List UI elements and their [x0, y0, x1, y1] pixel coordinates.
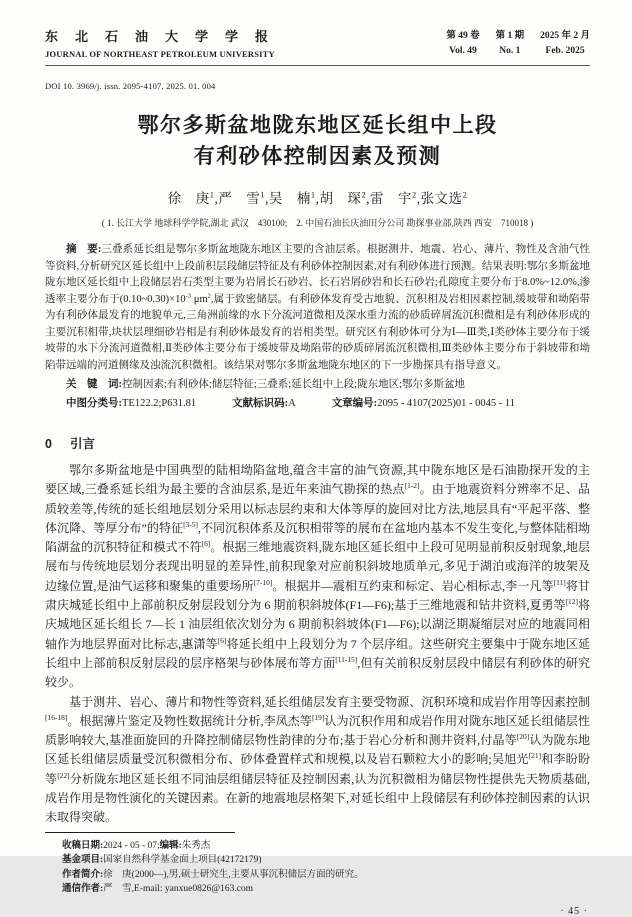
footnote-block: [45, 839, 590, 897]
journal-name-en: JOURNAL OF NORTHEAST PETROLEUM UNIVERSITY: [45, 49, 275, 59]
clc-label: 中图分类号:: [66, 397, 122, 409]
article-id-label: 文章编号:: [331, 397, 378, 409]
date-info: [540, 27, 590, 56]
footnote-corresponding-author: 通信作者:严 雪,E-mail: yanxue0826@163.com: [62, 884, 254, 895]
journal-name-block: [45, 26, 285, 59]
journal-header: [45, 26, 590, 59]
footnote-divider: [45, 832, 235, 833]
classification-line: [45, 396, 590, 413]
issue-number-info: [496, 27, 525, 56]
intro-paragraph-2: 基于测井、岩心、薄片和物性等资料,延长组储层发育主要受物源、沉积环境和成岩作用等因素控制[16-18]。根据薄片鉴定及物性数据统计分析,李凤杰等[19]认为沉积作用和成岩作用对陇东地区延长组储层性质影响较大,基准面旋回的升降控制储层物性韵律的分布;基于岩心分析和测井资料,付晶等[20]认为陇东地区延长组储层质量受沉积微相分布、砂体叠置样式和规模,以及岩石颗粒大小的影响;吴旭光[21]和李盼盼等[22]分析陇东地区延长组不同油层组储层特征及控制因素,认为沉积微相为储层物性提供先天物质基础,成岩作用是物性演化的关键因素。在新的地震地层格架下,对延长组中上段储层有利砂体控制因素的认识未取得突破。: [45, 694, 590, 825]
volume-cn: 第 49 卷: [446, 31, 480, 41]
page-number: · 45 ·: [560, 906, 588, 917]
section-heading-intro: [45, 434, 590, 452]
doi-line: DOI 10. 3969/j. issn. 2095-4107. 2025. 01. 004: [45, 81, 216, 91]
section-title: 引言: [69, 437, 95, 451]
date-cn: 2025 年 2 月: [540, 31, 590, 41]
section-number: 0: [45, 437, 52, 451]
volume-en: Vol. 49: [449, 46, 477, 56]
issue-en: No. 1: [499, 46, 521, 56]
intro-paragraph-1: 鄂尔多斯盆地是中国典型的陆相坳陷盆地,蕴含丰富的油气资源,其中陇东地区是石油勘探开发的主要区域,三叠系延长组为最主要的含油层系,是近年来油气勘探的热点[1-2]。由于地震资料分辨率不足、品质较差等,传统的延长组地层划分采用以标志层约束和大体等厚的旋回对比方法,地层具有“平起平落、整体沉降、等厚分布”的特征[3-5],不同沉积体系及沉积相带等的展布在盆地内基本不发生变化,与整体陆相坳陷湖盆的沉积特征和模式不符[6]。根据三维地震资料,陇东地区延长组中上段可见明显前积反射现象,地层展布与传统地层划分表现出明显的差异性,前积现象对应前积斜坡地质单元,多见于湖泊或海洋的坡架及边缘位置,是油气运移和聚集的重要场所[7-10]。根据井—震相互约束和标定、岩心相标志,李一凡等[11]将甘肃庆城延长组中上部前积反射层段划分为 6 期前积斜坡体(F1—F6);基于三维地震和钻井资料,夏勇等[12]将庆城地区延长组长 7—长 1 油层组依次划分为 6 期前积斜坡体(F1—F6);以湖泛期凝缩层对应的地震同相轴作为地层界面对比标志,惠潇等[6]将延长组中上段划分为 7 个层序组。这些研究主要集中于陇东地区延长组中上部前积反射层段的层序格架与砂体展布等方面[11-15],但有关前积反射层段中储层有利砂体的研究较少。: [45, 463, 590, 690]
clc-value: TE122.2;P631.81: [122, 397, 197, 409]
issue-info: [446, 26, 590, 56]
article-id-value: 2095 - 4107(2025)01 - 0045 - 11: [377, 397, 516, 409]
journal-name-cn: 东北石油大学学报: [45, 29, 286, 44]
doc-code-label: 文献标识码:: [232, 397, 289, 409]
issue-cn: 第 1 期: [495, 31, 525, 41]
volume-info: [446, 27, 479, 56]
footnote-author-bio: 作者简介:徐 庚(2000—),男,硕士研究生,主要从事沉积储层方面的研究。: [62, 869, 364, 880]
article-title-line1: 鄂尔多斯盆地陇东地区延长组中上段: [137, 113, 498, 137]
keywords-line: 关 键 词:控制因素;有利砂体;储层特征;三叠系;延长组中上段;陇东地区;鄂尔多斯盆地: [66, 379, 466, 390]
abstract-paragraph: 摘 要:三叠系延长组是鄂尔多斯盆地陇东地区主要的含油层系。根据测井、地震、岩心、薄片、物性及含油气性等资料,分析研究区延长组中上段前积层段储层特征及有利砂体控制因素,对有利砂体进行预测。结果表明:鄂尔多斯盆地陇东地区延长组中上段储层岩石类型主要为岩屑长石砂岩、长石岩屑砂岩和长石砂岩;孔隙度主要分布于8.0%~12.0%,渗透率主要分布于$(0.10\sim 0.30)\times 10^{-3}$ $\mu m^2$,属于致密储层。有利砂体发育受古地貌、沉积相及岩相因素控制,缓坡带和坳陷带为有利砂体最发育的地貌单元,三角洲前缘的水下分流河道微相及深水重力流的砂质碎屑流沉积微相是有利砂体形成的主要沉积相带,块状层理细砂岩相是有利砂体最发育的岩相类型。研究区有利砂体可分为Ⅰ—Ⅲ类,Ⅰ类砂体主要分布于缓坡带的水下分流河道微相,Ⅱ类砂体主要分布于缓坡带及坳陷带的砂质碎屑流沉积微相,Ⅲ类砂体主要分布于斜坡带和坳陷带远端的河道侧缘及浊流沉积微相。该结果对鄂尔多斯盆地陇东地区的下一步勘探具有指导意义。: [45, 244, 591, 371]
footnote-received-date: 收稿日期:2024 - 05 - 07;编辑:朱秀杰: [62, 840, 211, 851]
affiliation-line: ( 1. 长江大学 地球科学学院,湖北 武汉 430100; 2. 中国石油长庆油田分公司 勘探事业部,陕西 西安 710018 ): [101, 218, 534, 228]
date-en: Feb. 2025: [545, 46, 585, 56]
doc-code-value: A: [288, 397, 296, 409]
article-title-line2: 有利砂体控制因素及预测: [193, 144, 442, 168]
authors-line: 徐 庚$^1$,严 雪$^1$,吴 楠$^1$,胡 琛$^2$,雷 宇$^2$,张文选$^2$: [167, 190, 468, 206]
header-divider: [45, 65, 590, 66]
article-title: [45, 110, 590, 172]
footnote-fund-project: 基金项目:国家自然科学基金面上项目(42172179): [62, 855, 262, 866]
